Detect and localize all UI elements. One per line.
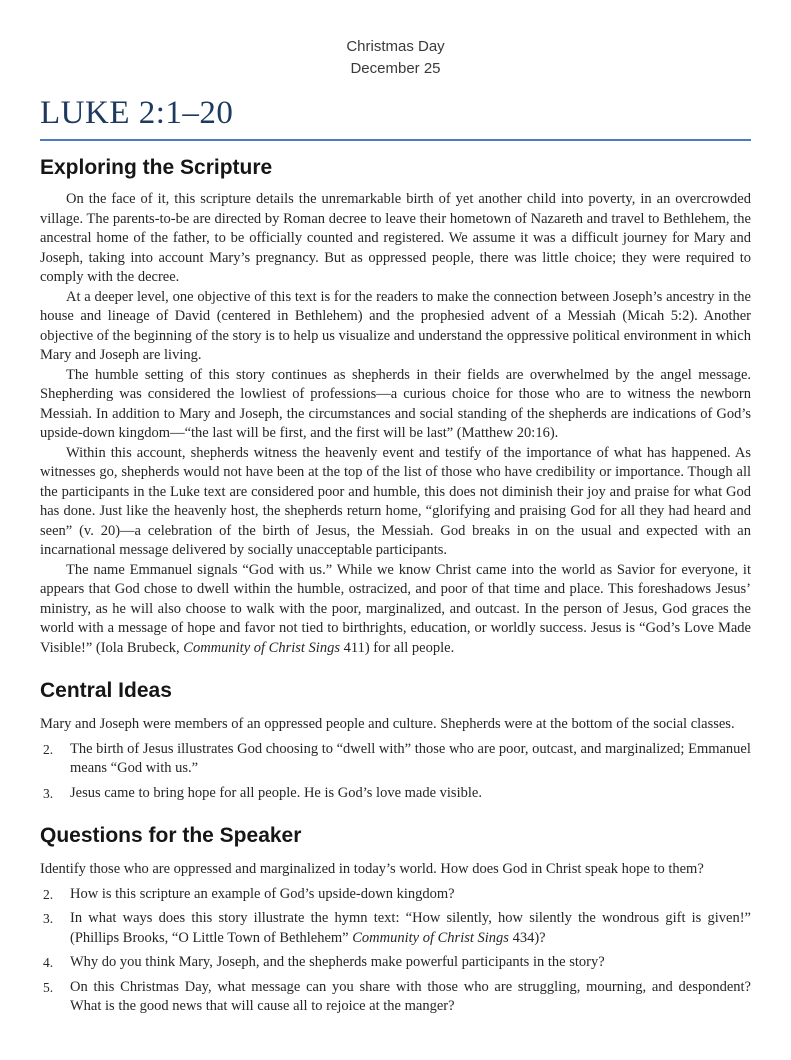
list-number: 2. xyxy=(43,741,54,757)
document-page xyxy=(0,36,791,1017)
section-heading-exploring: Exploring the Scripture xyxy=(40,156,273,179)
doc-header xyxy=(40,36,751,80)
section-heading-central-ideas: Central Ideas xyxy=(40,679,172,702)
list-item xyxy=(40,909,751,948)
paragraph: The name Emmanuel signals “God with us.” While we know Christ came into the world as Savior for everyone, it appears that God chose to dwell within the humble, ostracized, and poor of that time and place. This foreshadows Jesus’ ministry, as he will also choose to walk with the poor, marginalized, and outcast. In the person of Jesus, God graces the world with a message of hope and favor not tied to birthrights, education, or worldly success. Jesus is “God’s Love Made Visible!” (Iola Brubeck, Community of Christ Sings 411) for all people. xyxy=(40,561,751,656)
paragraph: At a deeper level, one objective of this text is for the readers to make the connection between Joseph’s ancestry in the house and lineage of David (centered in Bethlehem) and the prophesied advent of a Messiah (Micah 5:2). Another objective of the beginning of the story is to help us visualize and understand the oppressive political environment in which Mary and Joseph are living. xyxy=(40,288,751,363)
paragraph: The humble setting of this story continues as shepherds in their fields are overwhelmed by the angel message. Shepherding was considered the lowliest of professions—a curious choice for those who are to witness the newborn Messiah. In addition to Mary and Joseph, the circumstances and social standing of the shepherds are indications of God’s upside-down kingdom—“the last will be first, and the first will be last” (Matthew 20:16). xyxy=(40,366,751,441)
list-text: Why do you think Mary, Joseph, and the shepherds make powerful participants in the story? xyxy=(70,954,605,970)
page-title: LUKE 2:1–20 xyxy=(40,95,234,131)
list-intro: Mary and Joseph were members of an oppressed people and culture. Shepherds were at the bottom of the social classes. xyxy=(40,716,735,732)
list-number: 3. xyxy=(43,785,54,801)
central-ideas-list xyxy=(40,715,751,803)
list-number: 4. xyxy=(43,955,54,970)
paragraph: On the face of it, this scripture details the unremarkable birth of yet another child into poverty, in an overcrowded village. The parents-to-be are directed by Roman decree to leave their hometown of Nazareth and travel to Bethlehem, the ancestral home of the father, to be officially counted and registered. We assume it was a difficult journey for Mary and Joseph, taking into account Mary’s pregnancy. But as oppressed people, there was little choice; they were required to comply with the decree. xyxy=(40,191,751,285)
list-text: Jesus came to bring hope for all people. He is God’s love made visible. xyxy=(70,784,482,801)
occasion-label: Christmas Day xyxy=(346,38,445,55)
section-heading-questions: Questions for the Speaker xyxy=(40,824,302,847)
list-item xyxy=(40,978,751,1017)
questions-list xyxy=(40,860,751,1017)
list-number: 5. xyxy=(43,979,54,995)
list-item xyxy=(40,740,751,779)
exploring-body xyxy=(40,190,751,658)
list-number: 2. xyxy=(43,886,54,902)
list-text: On this Christmas Day, what message can you share with those who are struggling, mourning, and despondent? What is the good news that will cause all to rejoice at the manger? xyxy=(70,978,751,1014)
list-number: 3. xyxy=(43,911,54,926)
paragraph: Within this account, shepherds witness the heavenly event and testify of the importance of what has happened. As witnesses go, shepherds would not have been at the top of the list of those who have credibility or importance. Though all the participants in the Luke text are considered poor and humble, this does not diminish their joy and praise for what God has done. Just like the heavenly host, the shepherds return home, “glorifying and praising God for all they had heard and seen” (v. 20)—a celebration of the birth of Jesus, the Messiah. God breaks in on the usual and expected with an incarnational message delivered by socially unacceptable participants. xyxy=(40,444,751,558)
list-item xyxy=(40,885,751,905)
list-item xyxy=(40,953,751,973)
date-label: December 25 xyxy=(350,60,441,77)
list-item xyxy=(40,784,751,804)
title-divider xyxy=(40,139,751,141)
list-text: How is this scripture an example of God’s upside-down kingdom? xyxy=(70,885,455,902)
list-intro: Identify those who are oppressed and marginalized in today’s world. How does God in Christ speak hope to them? xyxy=(40,861,704,877)
list-text: The birth of Jesus illustrates God choosing to “dwell with” those who are poor, outcast, and marginalized; Emmanuel means “God with us.” xyxy=(70,740,751,776)
list-text: In what ways does this story illustrate the hymn text: “How silently, how silently the wondrous gift is given!” (Phillips Brooks, “O Little Town of Bethlehem” Community of Christ Sings 434)? xyxy=(70,910,751,946)
